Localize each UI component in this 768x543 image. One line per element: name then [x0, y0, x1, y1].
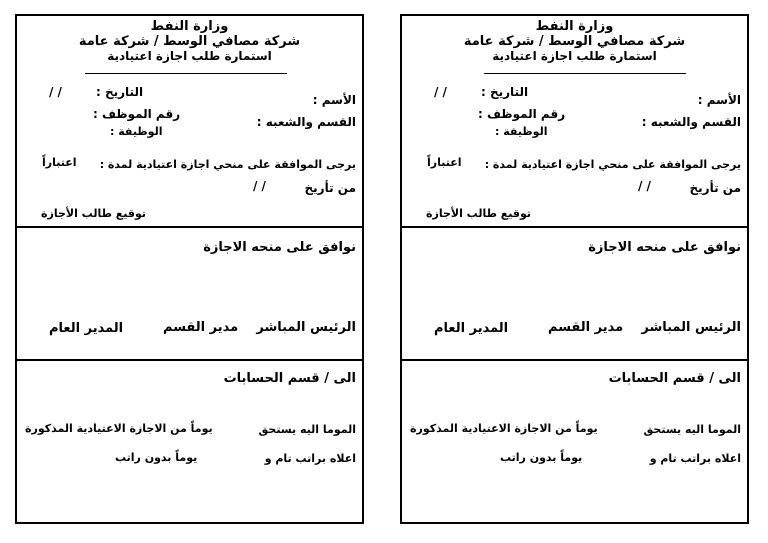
- applicant-signature-label: توقيع طالب الأجازة: [426, 207, 532, 220]
- department-manager-label: مدير القسم: [548, 320, 624, 335]
- header-underline: [484, 73, 686, 74]
- accounts-title: الى / قسم الحسابات: [608, 371, 741, 386]
- entitled-label: الموما اليه يستحق: [258, 423, 356, 436]
- job-label: الوظيفة :: [110, 125, 163, 138]
- approval-request-text: يرجى الموافقة على منحي اجازة اعتيادية لمدة :: [99, 158, 356, 171]
- date-label: التاريخ :: [96, 85, 144, 99]
- department-label: القسم والشعبه :: [256, 115, 356, 129]
- direct-manager-label: الرئيس المباشر: [641, 320, 741, 335]
- department-label: القسم والشعبه :: [641, 115, 741, 129]
- date-slashes: / /: [49, 85, 62, 99]
- section-divider: [402, 226, 747, 228]
- employee-number-label: رقم الموظف :: [93, 107, 181, 121]
- leave-days-label: يوماً من الاجازة الاعتيادية المذكورة: [410, 422, 598, 435]
- full-pay-label: اعلاه براتب تام و: [264, 452, 356, 465]
- from-date-label: من تأريخ: [689, 181, 741, 195]
- ministry-name: وزارة النفط: [150, 19, 229, 34]
- section-divider: [402, 359, 747, 361]
- section-divider: [17, 359, 362, 361]
- from-date-label: من تأريخ: [304, 181, 356, 195]
- department-manager-label: مدير القسم: [163, 320, 239, 335]
- leave-form-right: [400, 14, 749, 524]
- full-pay-label: اعلاه براتب تام و: [649, 452, 741, 465]
- header-underline: [85, 73, 287, 74]
- effective-label: اعتباراً: [427, 156, 462, 169]
- date-label: التاريخ :: [481, 85, 529, 99]
- company-name: شركة مصافي الوسط / شركة عامة: [463, 34, 686, 49]
- from-date-slashes: / /: [638, 179, 651, 193]
- direct-manager-label: الرئيس المباشر: [256, 320, 356, 335]
- employee-number-label: رقم الموظف :: [478, 107, 566, 121]
- date-slashes: / /: [434, 85, 447, 99]
- unpaid-days-label: يوماً بدون راتب: [115, 451, 198, 464]
- from-date-slashes: / /: [253, 179, 266, 193]
- section-divider: [17, 226, 362, 228]
- general-manager-label: المدير العام: [434, 321, 509, 336]
- effective-label: اعتباراً: [42, 156, 77, 169]
- ministry-name: وزارة النفط: [535, 19, 614, 34]
- general-manager-label: المدير العام: [49, 321, 124, 336]
- approval-request-text: يرجى الموافقة على منحي اجازة اعتيادية لمدة :: [484, 158, 741, 171]
- unpaid-days-label: يوماً بدون راتب: [500, 451, 583, 464]
- approval-title: نوافق على منحه الاجازة: [203, 240, 356, 255]
- form-title: استمارة طلب اجازة اعتيادية: [492, 49, 657, 63]
- form-title: استمارة طلب اجازة اعتيادية: [107, 49, 272, 63]
- name-label: الأسم :: [697, 93, 741, 107]
- name-label: الأسم :: [312, 93, 356, 107]
- leave-days-label: يوماً من الاجازة الاعتيادية المذكورة: [25, 422, 213, 435]
- entitled-label: الموما اليه يستحق: [643, 423, 741, 436]
- applicant-signature-label: توقيع طالب الأجازة: [41, 207, 147, 220]
- accounts-title: الى / قسم الحسابات: [223, 371, 356, 386]
- company-name: شركة مصافي الوسط / شركة عامة: [78, 34, 301, 49]
- leave-form-left: [15, 14, 364, 524]
- approval-title: نوافق على منحه الاجازة: [588, 240, 741, 255]
- job-label: الوظيفة :: [495, 125, 548, 138]
